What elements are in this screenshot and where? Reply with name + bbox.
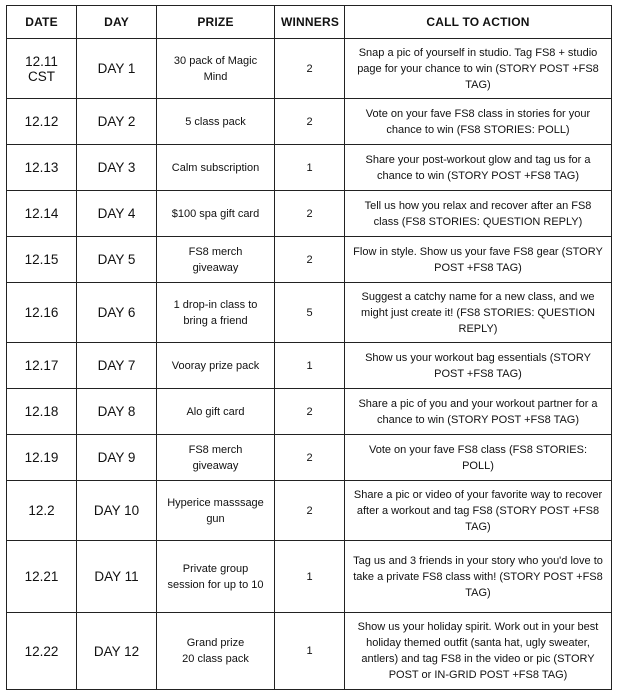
call-to-action-cell: Share a pic or video of your favorite way to recover after a workout and tag FS8 (STORY POST +FS8 TAG) bbox=[345, 481, 612, 541]
prize-cell: FS8 merch giveaway bbox=[157, 435, 275, 481]
call-to-action-cell: Flow in style. Show us your fave FS8 gear (STORY POST +FS8 TAG) bbox=[345, 237, 612, 283]
date-cell: 12.11 CST bbox=[7, 39, 77, 99]
day-cell: DAY 10 bbox=[77, 481, 157, 541]
prize-cell: $100 spa gift card bbox=[157, 191, 275, 237]
prize-cell: Private group session for up to 10 bbox=[157, 541, 275, 613]
date-cell: 12.14 bbox=[7, 191, 77, 237]
winners-cell: 2 bbox=[275, 389, 345, 435]
winners-cell: 1 bbox=[275, 343, 345, 389]
winners-cell: 2 bbox=[275, 39, 345, 99]
table-row bbox=[7, 613, 612, 690]
call-to-action-cell: Share your post-workout glow and tag us for a chance to win (STORY POST +FS8 TAG) bbox=[345, 145, 612, 191]
date-cell: 12.22 bbox=[7, 613, 77, 690]
winners-cell: 5 bbox=[275, 283, 345, 343]
prize-cell: Hyperice masssage gun bbox=[157, 481, 275, 541]
table-row bbox=[7, 435, 612, 481]
table-row bbox=[7, 343, 612, 389]
day-cell: DAY 5 bbox=[77, 237, 157, 283]
day-cell: DAY 2 bbox=[77, 99, 157, 145]
prize-cell: Grand prize 20 class pack bbox=[157, 613, 275, 690]
header-call-to-action: CALL TO ACTION bbox=[345, 6, 612, 39]
day-cell: DAY 3 bbox=[77, 145, 157, 191]
table-row bbox=[7, 283, 612, 343]
winners-cell: 2 bbox=[275, 481, 345, 541]
call-to-action-cell: Vote on your fave FS8 class (FS8 STORIES: POLL) bbox=[345, 435, 612, 481]
table-row bbox=[7, 541, 612, 613]
call-to-action-cell: Show us your holiday spirit. Work out in your best holiday themed outfit (santa hat, ugly sweater, antlers) and tag FS8 in the video or pic (STORY POST or IN-GRID POST +FS8 TAG) bbox=[345, 613, 612, 690]
date-cell: 12.19 bbox=[7, 435, 77, 481]
prize-cell: Calm subscription bbox=[157, 145, 275, 191]
header-winners: WINNERS bbox=[275, 6, 345, 39]
winners-cell: 2 bbox=[275, 99, 345, 145]
day-cell: DAY 1 bbox=[77, 39, 157, 99]
call-to-action-cell: Share a pic of you and your workout partner for a chance to win (STORY POST +FS8 TAG) bbox=[345, 389, 612, 435]
table-row bbox=[7, 389, 612, 435]
prize-cell: 30 pack of Magic Mind bbox=[157, 39, 275, 99]
winners-cell: 1 bbox=[275, 541, 345, 613]
winners-cell: 1 bbox=[275, 145, 345, 191]
header-day: DAY bbox=[77, 6, 157, 39]
table-row bbox=[7, 39, 612, 99]
table-row bbox=[7, 191, 612, 237]
winners-cell: 1 bbox=[275, 613, 345, 690]
date-cell: 12.15 bbox=[7, 237, 77, 283]
header-date: DATE bbox=[7, 6, 77, 39]
call-to-action-cell: Vote on your fave FS8 class in stories for your chance to win (FS8 STORIES: POLL) bbox=[345, 99, 612, 145]
day-cell: DAY 12 bbox=[77, 613, 157, 690]
prize-cell: Vooray prize pack bbox=[157, 343, 275, 389]
winners-cell: 2 bbox=[275, 435, 345, 481]
date-cell: 12.16 bbox=[7, 283, 77, 343]
table-row bbox=[7, 145, 612, 191]
date-cell: 12.21 bbox=[7, 541, 77, 613]
day-cell: DAY 11 bbox=[77, 541, 157, 613]
table-row bbox=[7, 481, 612, 541]
call-to-action-cell: Show us your workout bag essentials (STORY POST +FS8 TAG) bbox=[345, 343, 612, 389]
winners-cell: 2 bbox=[275, 191, 345, 237]
header-prize: PRIZE bbox=[157, 6, 275, 39]
day-cell: DAY 7 bbox=[77, 343, 157, 389]
winners-cell: 2 bbox=[275, 237, 345, 283]
call-to-action-cell: Tag us and 3 friends in your story who you'd love to take a private FS8 class with! (STORY POST +FS8 TAG) bbox=[345, 541, 612, 613]
day-cell: DAY 6 bbox=[77, 283, 157, 343]
date-cell: 12.12 bbox=[7, 99, 77, 145]
call-to-action-cell: Snap a pic of yourself in studio. Tag FS8 + studio page for your chance to win (STORY POST +FS8 TAG) bbox=[345, 39, 612, 99]
prize-cell: 1 drop-in class to bring a friend bbox=[157, 283, 275, 343]
date-cell: 12.13 bbox=[7, 145, 77, 191]
call-to-action-cell: Tell us how you relax and recover after an FS8 class (FS8 STORIES: QUESTION REPLY) bbox=[345, 191, 612, 237]
header-row bbox=[7, 6, 612, 39]
table-row bbox=[7, 99, 612, 145]
prize-cell: 5 class pack bbox=[157, 99, 275, 145]
table-row bbox=[7, 237, 612, 283]
day-cell: DAY 8 bbox=[77, 389, 157, 435]
call-to-action-cell: Suggest a catchy name for a new class, and we might just create it! (FS8 STORIES: QUESTION REPLY) bbox=[345, 283, 612, 343]
giveaway-schedule-table bbox=[6, 5, 612, 690]
day-cell: DAY 9 bbox=[77, 435, 157, 481]
prize-cell: FS8 merch giveaway bbox=[157, 237, 275, 283]
date-cell: 12.2 bbox=[7, 481, 77, 541]
date-cell: 12.18 bbox=[7, 389, 77, 435]
day-cell: DAY 4 bbox=[77, 191, 157, 237]
prize-cell: Alo gift card bbox=[157, 389, 275, 435]
date-cell: 12.17 bbox=[7, 343, 77, 389]
